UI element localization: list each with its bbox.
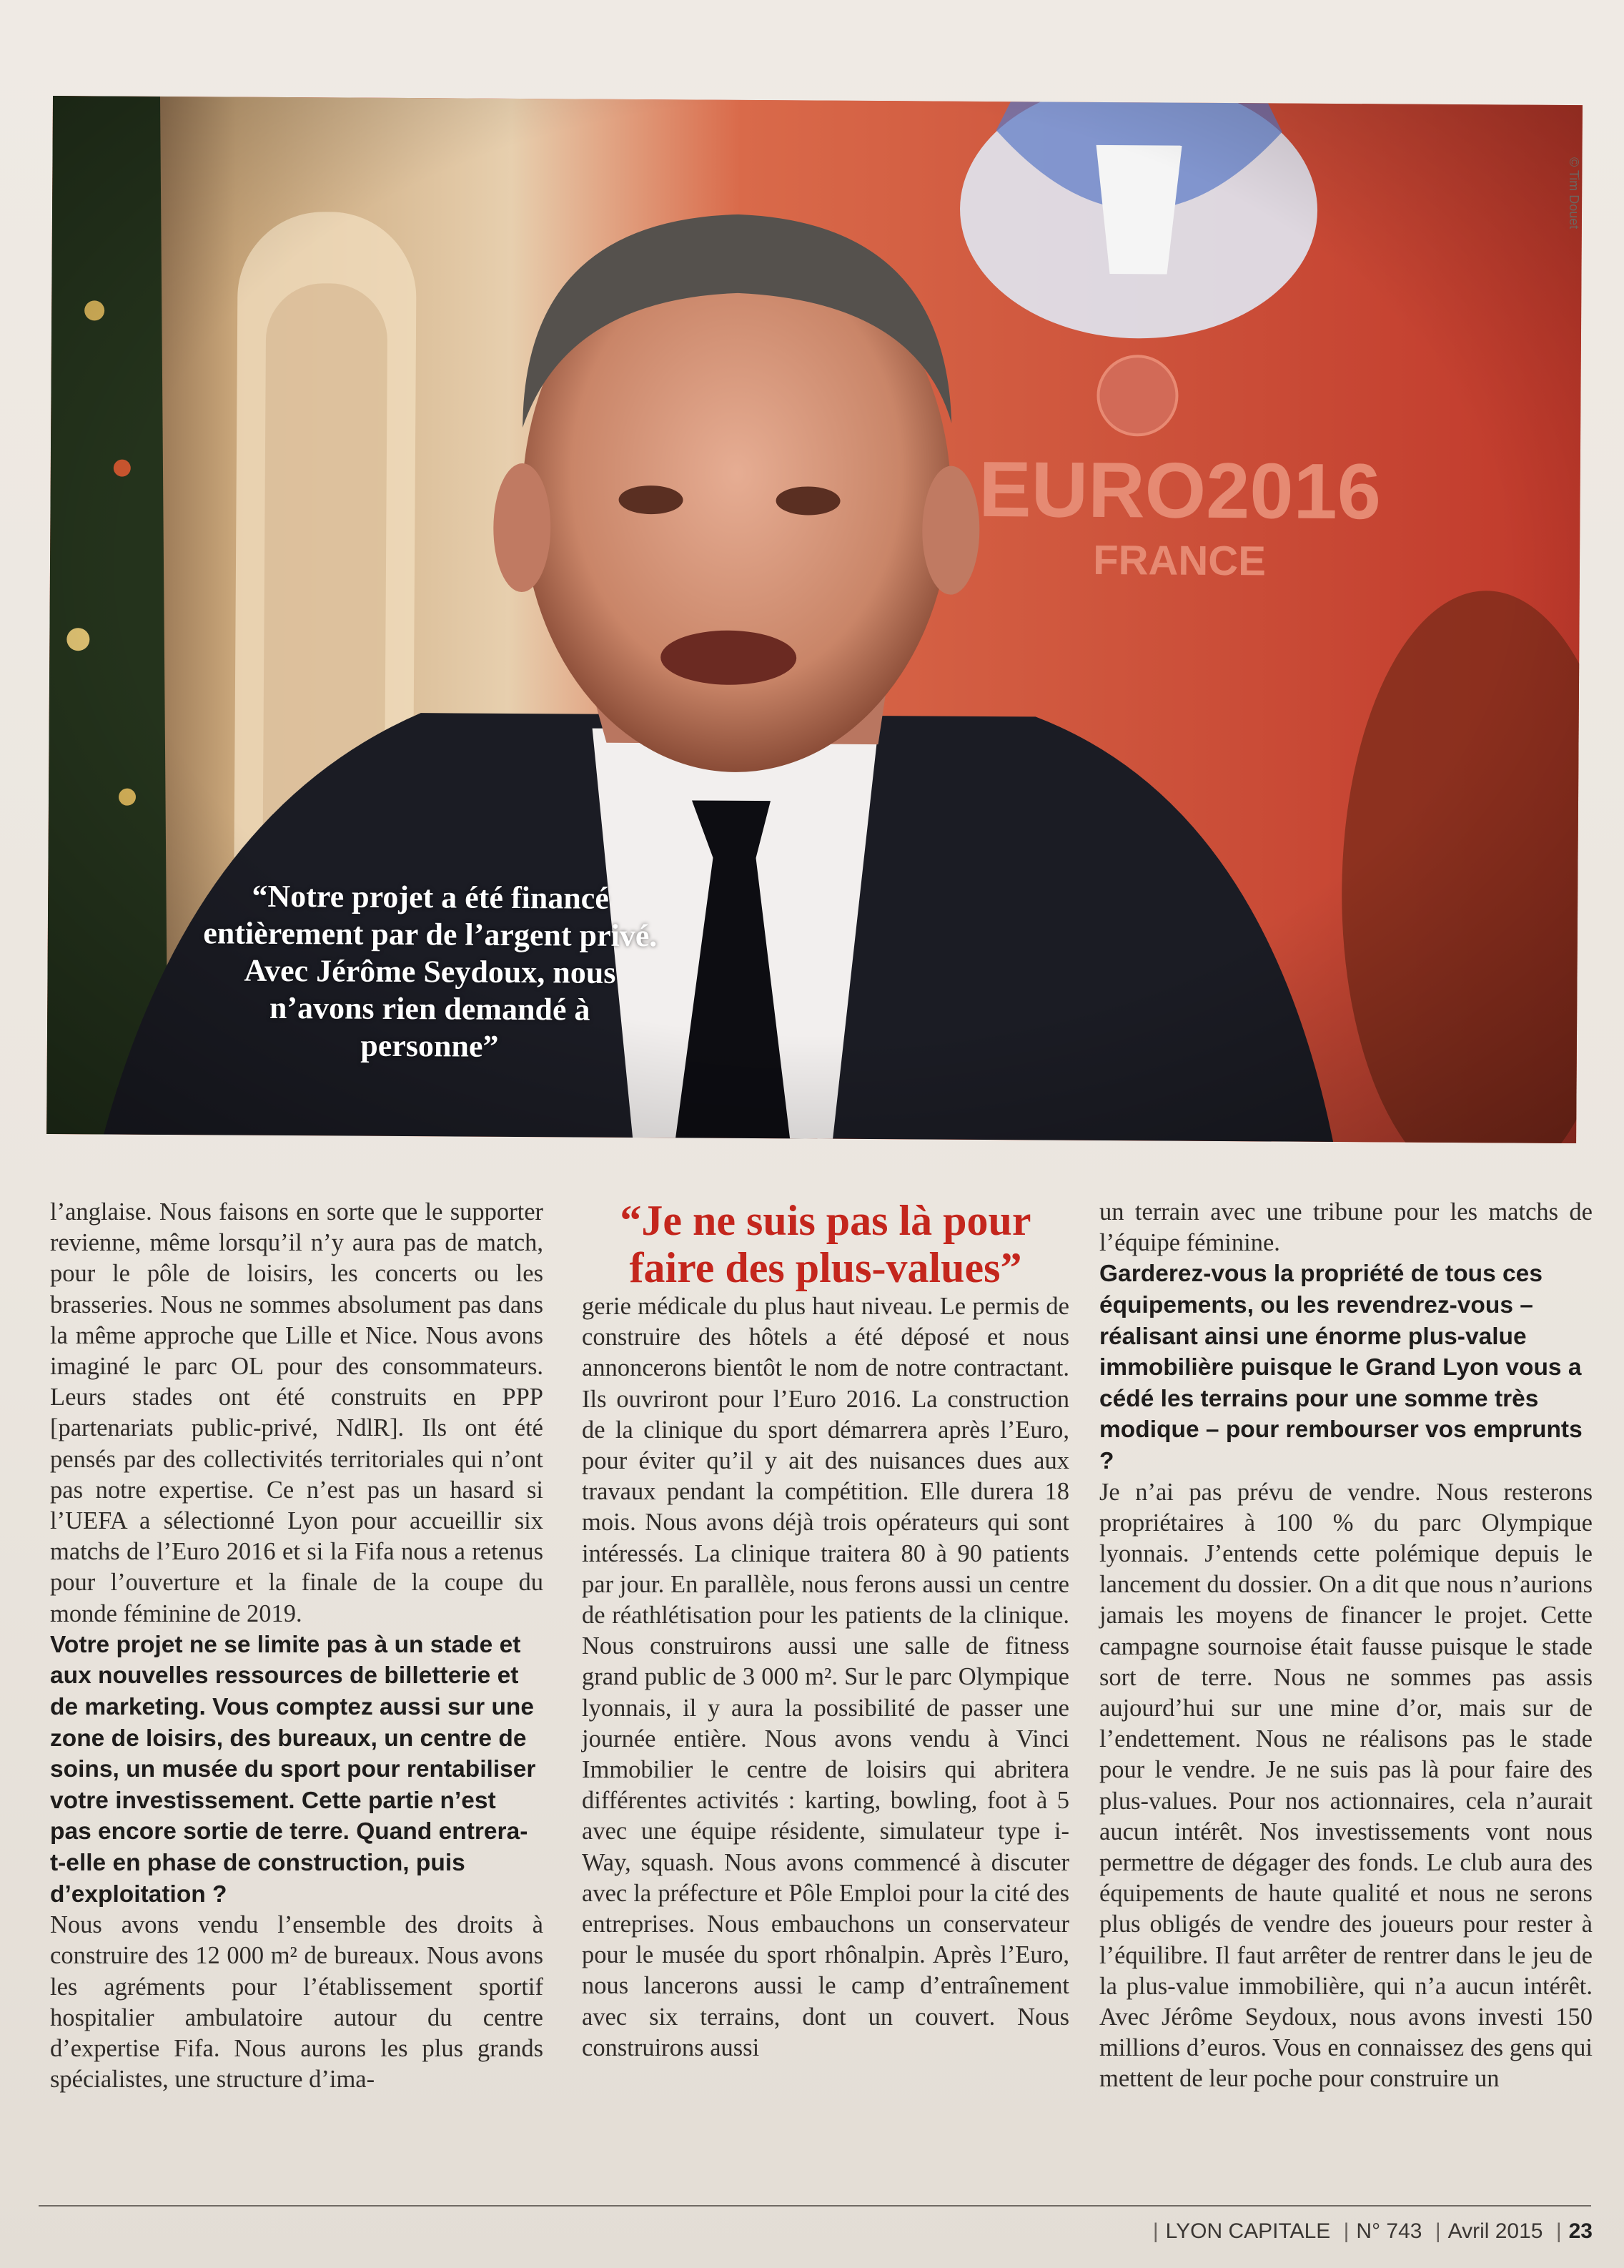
issue-date: Avril 2015 — [1447, 2219, 1543, 2243]
article-column-2 — [582, 1197, 1069, 2064]
photo-caption: “Notre projet a été financé entièrement par de l’argent privé. Avec Jérôme Seydoux, nous n’avons rien demandé à personne” — [203, 878, 658, 1064]
interview-question: Votre projet ne se limite pas à un stade et aux nouvelles ressources de billetterie et de marketing. Vous comptez aussi sur une zone de loisirs, des bureaux, un centre de soins, un musée du sport pour rentabiliser votre investissement. Cette partie n’est pas encore sortie de terre. Quand entrera-t-elle en phase de construction, puis d’exploitation ? — [50, 1631, 536, 1908]
pull-quote: “Je ne suis pas là pour faire des plus-values” — [620, 1197, 1031, 1291]
body-paragraph: Je n’ai pas prévu de vendre. Nous resterons propriétaires à 100 % du parc Olympique lyonnais. J’entends cette polémique depuis le lancement du dossier. On a dit que nous n’aurions jamais les moyens de financer le projet. Cette campagne sournoise était fausse puisque le stade sort de terre. Nous ne sommes pas assis aujourd’hui sur une mine d’or, mais sur de l’endettement. Nous ne réalisons pas le stade pour le vendre. Je ne suis pas là pour faire des plus-values. Pour nos actionnaires, cela n’aurait aucun intérêt. Nos investissements vont nous permettre de dégager des fonds. Le club aura des équipements de haute qualité et nous ne serons plus obligés de vendre des joueurs pour rester à l’équilibre. Il faut arrêter de rentrer dans le jeu de la plus-value immobilière, qui n’a aucun intérêt. Avec Jérôme Seydoux, nous avons investi 150 millions d’euros. Vous en connaissez des gens qui mettent de leur poche pour construire un — [1099, 1478, 1593, 2093]
page-number: 23 — [1568, 2219, 1593, 2243]
page-footer: | LYON CAPITALE | N° 743 | Avril 2015 | 23 — [1152, 2219, 1593, 2243]
interview-question: Garderez-vous la propriété de tous ces équipements, ou les revendrez-vous – réalisant ainsi une énorme plus-value immobilière puisque le Grand Lyon vous a cédé les terrains pour une somme très modique – pour rembourser vos emprunts ? — [1099, 1261, 1583, 1474]
article-column-1 — [50, 1197, 543, 2095]
body-paragraph: l’anglaise. Nous faisons en sorte que le supporter revienne, même lorsqu’il n’y aura pas de match, pour le pôle de loisirs, les concerts ou les brasseries. Nous ne sommes absolument pas dans la même approche que Lille et Nice. Nous avons imaginé le parc OL pour des consommateurs. Leurs stades ont été construits en PPP [partenariats public-privé, NdlR]. Ils ont été pensés par des collectivités territoriales qui n’ont pas notre expertise. Ce n’est pas un hasard si l’UEFA a sélectionné Lyon pour accueillir six matchs de l’Euro 2016 et si la Fifa nous a retenus pour l’ouverture et la finale de la coupe du monde féminine de 2019. — [50, 1198, 543, 1627]
issue-number: N° 743 — [1356, 2219, 1422, 2243]
body-paragraph: Nous avons vendu l’ensemble des droits à construire des 12 000 m² de bureaux. Nous avons les agréments pour l’établissement sportif hospitalier ambulatoire autour du centre d’expertise Fifa. Nous aurons les plus grands spécialistes, une structure d’ima- — [50, 1911, 543, 2094]
article-column-3 — [1099, 1197, 1593, 2095]
magazine-name: LYON CAPITALE — [1165, 2219, 1331, 2243]
body-paragraph: gerie médicale du plus haut niveau. Le permis de construire des hôtels a été déposé et nous annoncerons bientôt le nom de notre contractant. Ils ouvriront pour l’Euro 2016. La construction de la clinique du sport démarrera après l’Euro, pour éviter qu’il y ait des nuisances dues aux travaux pendant la compétition. Elle durera 18 mois. Nous avons déjà trois opérateurs qui sont intéressés. La clinique traitera 80 à 90 patients par jour. En parallèle, nous ferons aussi un centre de réathlétisation pour les patients de la clinique. Nous construirons aussi une salle de fitness grand public de 3 000 m². Sur le parc Olympique lyonnais, il y aura la possibilité de passer une journée entière. Nous avons vendu à Vinci Immobilier le centre de loisirs qui abritera différentes activités : karting, bowling, foot à 5 avec une équipe résidente, simulateur type i-Way, squash. Nous avons commencé à discuter avec la préfecture et Pôle Emploi pour la cité des entreprises. Nous embauchons un conservateur pour le musée du sport rhônalpin. Après l’Euro, nous lancerons aussi le camp d’entraînement avec six terrains, dont un couvert. Nous construirons aussi — [582, 1293, 1069, 2061]
article-photo — [46, 96, 1583, 1143]
footer-rule — [39, 2205, 1591, 2207]
photo-credit: © Tim Douet — [1567, 157, 1581, 230]
body-paragraph: un terrain avec une tribune pour les matchs de l’équipe féminine. — [1099, 1198, 1593, 1257]
